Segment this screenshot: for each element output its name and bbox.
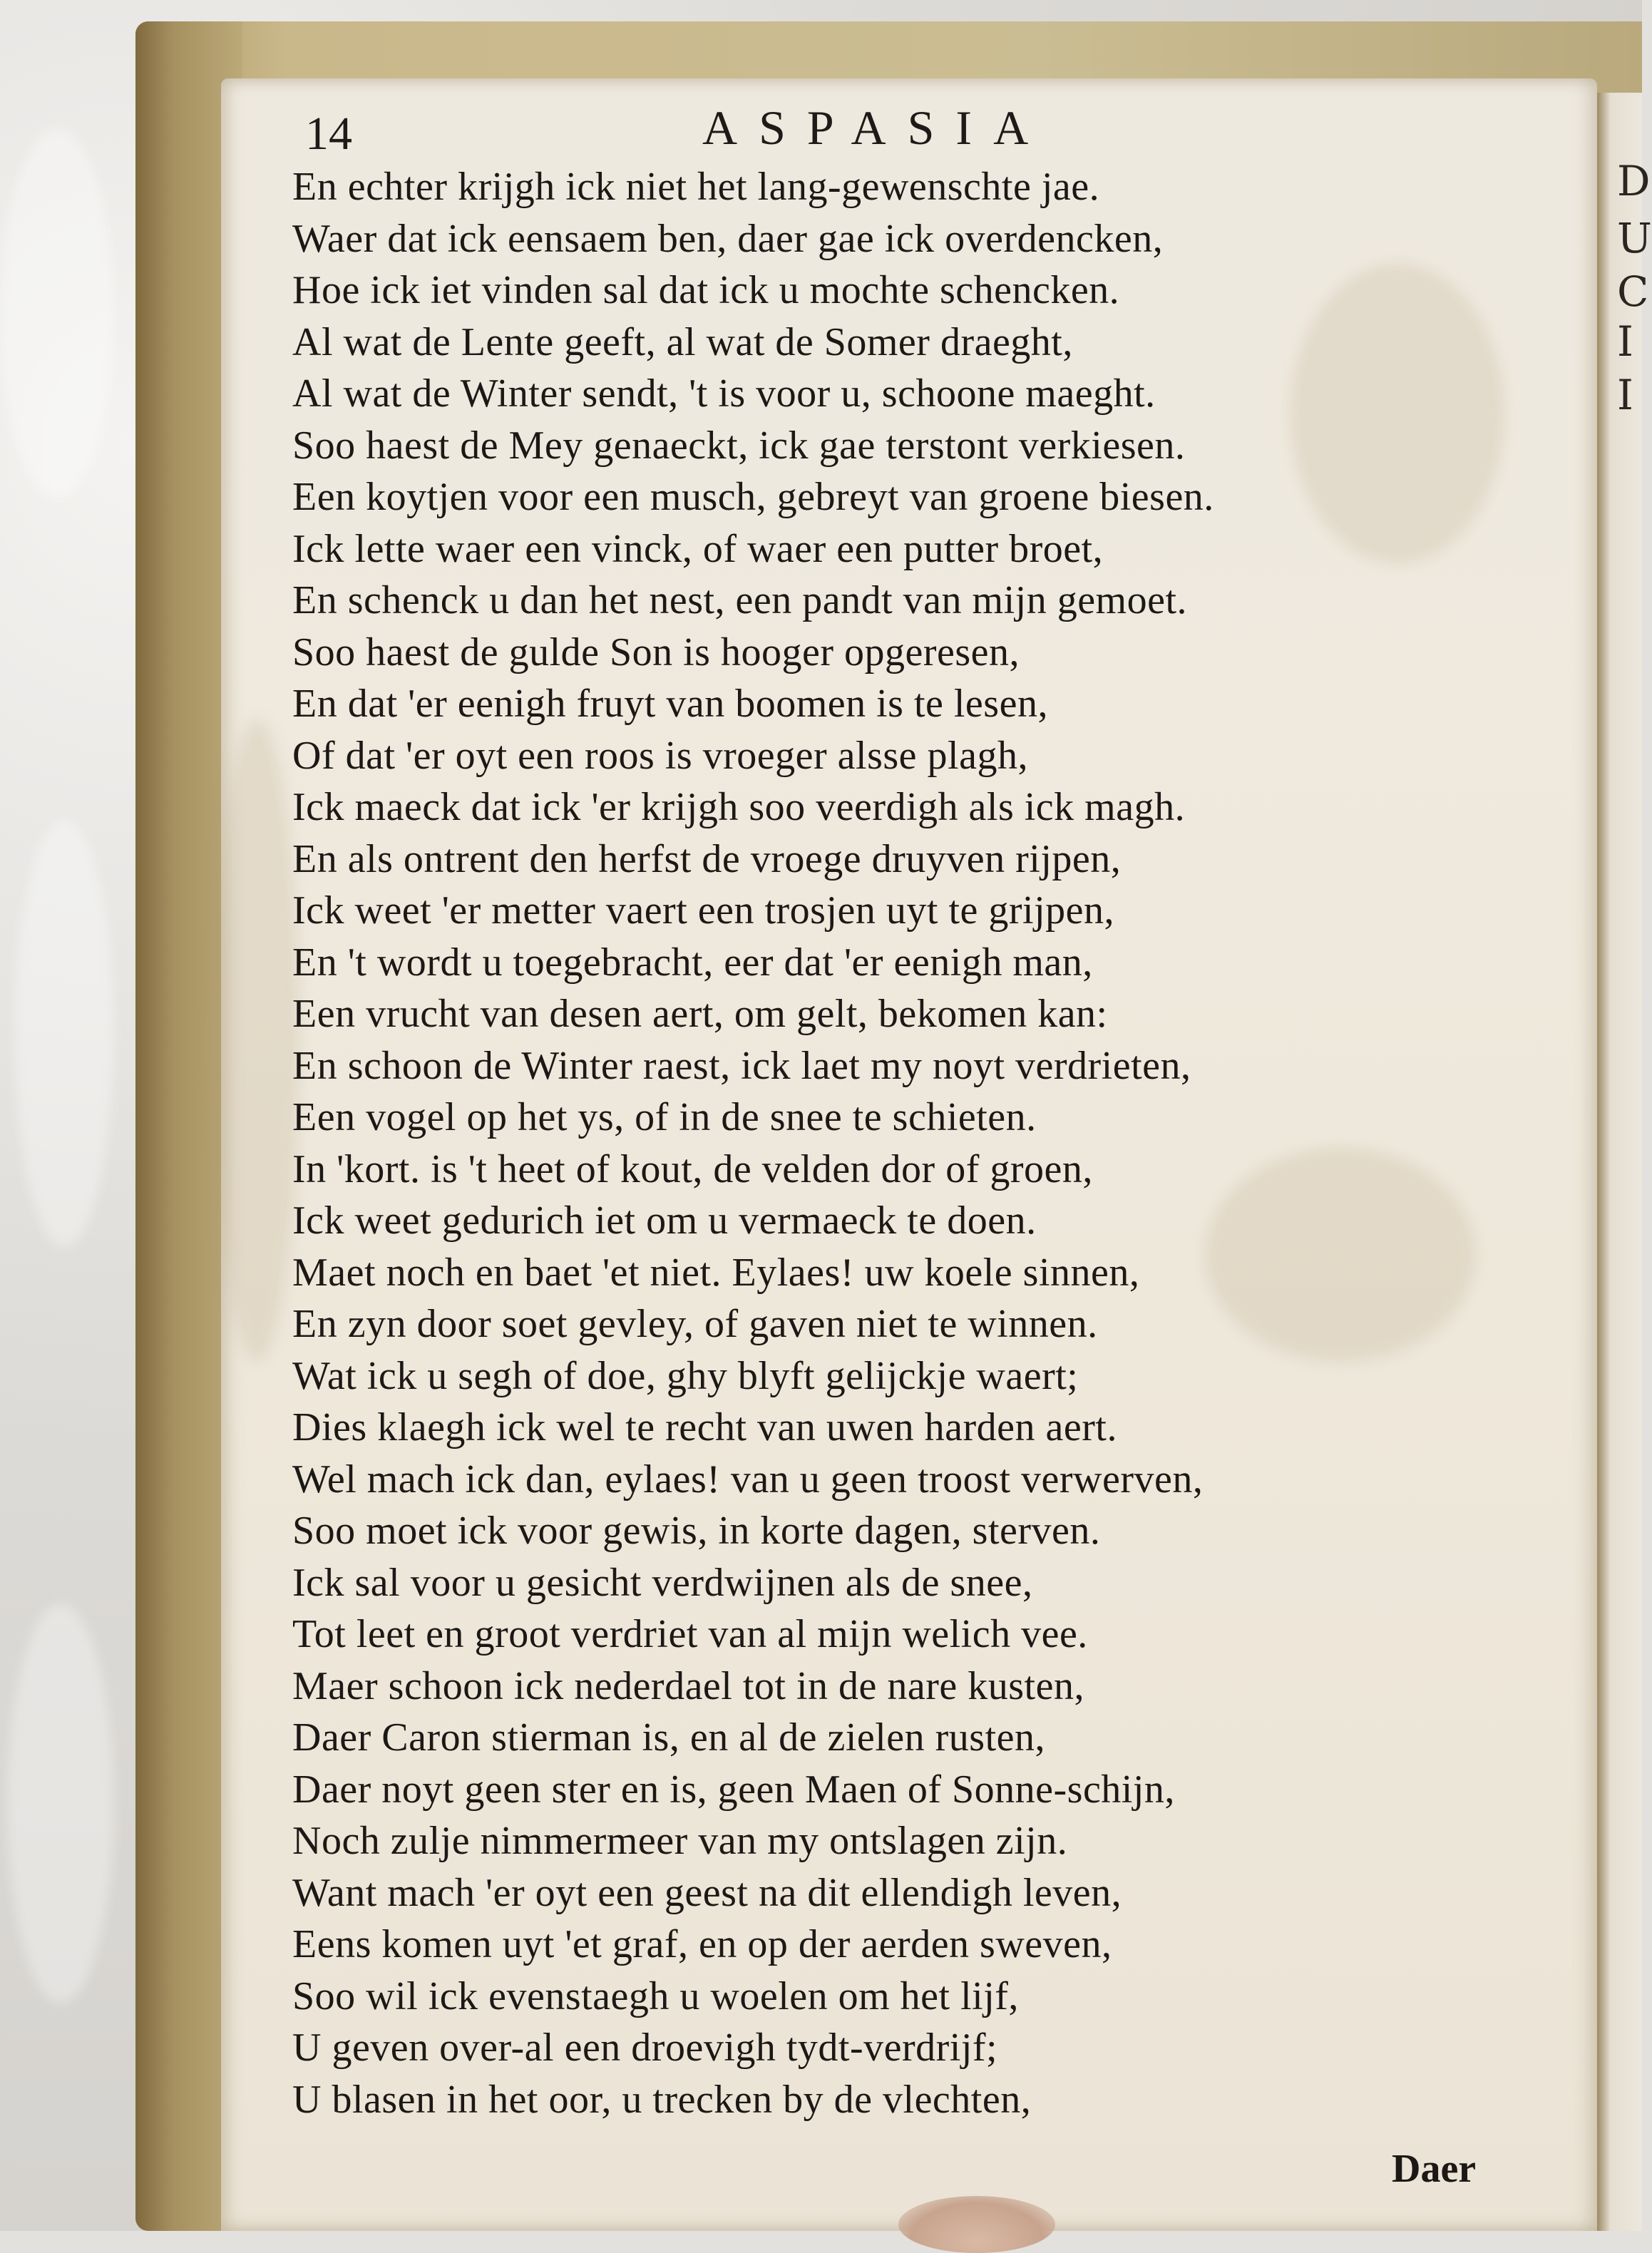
poem-line: Ick weet 'er metter vaert een trosjen uyt te grijpen,: [292, 888, 1114, 933]
thumb-holding-page: [898, 2196, 1055, 2253]
poem-line: Soo haest de Mey genaeckt, ick gae terstont verkiesen.: [292, 423, 1186, 468]
poem-line: Een koytjen voor een musch, gebreyt van groene biesen.: [292, 475, 1214, 519]
facing-page-letter: D: [1617, 157, 1651, 205]
facing-page-letter: I: [1617, 317, 1633, 366]
poem-line: Wat ick u segh of doe, ghy blyft gelijckje waert;: [292, 1353, 1079, 1398]
poem-line: Daer noyt geen ster en is, geen Maen of Sonne-schijn,: [292, 1767, 1175, 1812]
fabric-fold: [0, 128, 114, 499]
catchword: Daer: [1392, 2147, 1477, 2191]
poem-line: Hoe ick iet vinden sal dat ick u mochte schencken.: [292, 268, 1120, 312]
poem-line: U geven over-al een droevigh tydt-verdrijf;: [292, 2026, 998, 2070]
fabric-fold: [7, 1604, 114, 2003]
facing-page-letter: I: [1617, 371, 1633, 419]
poem-line: Dies klaegh ick wel te recht van uwen harden aert.: [292, 1405, 1117, 1449]
poem-line: Al wat de Winter sendt, 't is voor u, schoone maeght.: [292, 371, 1156, 416]
facing-page-letter: U: [1617, 214, 1652, 262]
poem-line: Maet noch en baet 'et niet. Eylaes! uw koele sinnen,: [292, 1250, 1140, 1295]
poem-line: Soo wil ick evenstaegh u woelen om het lijf,: [292, 1974, 1019, 2018]
poem-line: U blasen in het oor, u trecken by de vlechten,: [292, 2077, 1032, 2122]
poem-line: En 't wordt u toegebracht, eer dat 'er eenigh man,: [292, 940, 1093, 985]
poem-line: Tot leet en groot verdriet van al mijn welich vee.: [292, 1612, 1088, 1656]
poem-line: Een vrucht van desen aert, om gelt, bekomen kan:: [292, 992, 1108, 1036]
poem-line: Maer schoon ick nederdael tot in de nare kusten,: [292, 1663, 1084, 1708]
poem-line: Al wat de Lente geeft, al wat de Somer draeght,: [292, 319, 1073, 364]
poem-line: En echter krijgh ick niet het lang-gewenschte jae.: [292, 165, 1100, 209]
poem-line: Ick sal voor u gesicht verdwijnen als de snee,: [292, 1560, 1033, 1605]
poem-line: Soo haest de gulde Son is hooger opgeresen,: [292, 630, 1020, 674]
poem-line: En schenck u dan het nest, een pandt van mijn gemoet.: [292, 578, 1188, 622]
poem-line: Eens komen uyt 'et graf, en op der aerden sweven,: [292, 1922, 1112, 1966]
poem-line: Soo moet ick voor gewis, in korte dagen, sterven.: [292, 1509, 1101, 1553]
facing-page-letter: C: [1617, 267, 1649, 316]
poem-line: Noch zulje nimmermeer van my ontslagen zijn.: [292, 1819, 1068, 1863]
poem-line: Want mach 'er oyt een geest na dit ellendigh leven,: [292, 1870, 1122, 1915]
fabric-fold: [14, 820, 114, 1248]
poem-line: En als ontrent den herfst de vroege druyven rijpen,: [292, 836, 1122, 881]
poem-line: En schoon de Winter raest, ick laet my noyt verdrieten,: [292, 1043, 1191, 1088]
poem-line: Wel mach ick dan, eylaes! van u geen troost verwerven,: [292, 1457, 1204, 1502]
poem-line: Een vogel op het ys, of in de snee te schieten.: [292, 1095, 1037, 1139]
page-number: 14: [305, 108, 352, 160]
poem-line: Of dat 'er oyt een roos is vroeger alsse plagh,: [292, 733, 1028, 778]
running-title: ASPASIA: [702, 101, 1050, 155]
poem-line: In 'kort. is 't heet of kout, de velden dor of groen,: [292, 1146, 1093, 1191]
poem-text: [292, 161, 1376, 2125]
poem-line: Daer Caron stierman is, en al de zielen rusten,: [292, 1715, 1045, 1760]
poem-line: En zyn door soet gevley, of gaven niet te winnen.: [292, 1302, 1098, 1346]
poem-line: Ick maeck dat ick 'er krijgh soo veerdigh als ick magh.: [292, 785, 1186, 829]
poem-line: Ick lette waer een vinck, of waer een putter broet,: [292, 526, 1104, 571]
page-stain: [214, 720, 299, 1362]
poem-line: Ick weet gedurich iet om u vermaeck te doen.: [292, 1199, 1037, 1243]
poem-line: Waer dat ick eensaem ben, daer gae ick overdencken,: [292, 216, 1164, 261]
poem-line: En dat 'er eenigh fruyt van boomen is te lesen,: [292, 682, 1048, 726]
